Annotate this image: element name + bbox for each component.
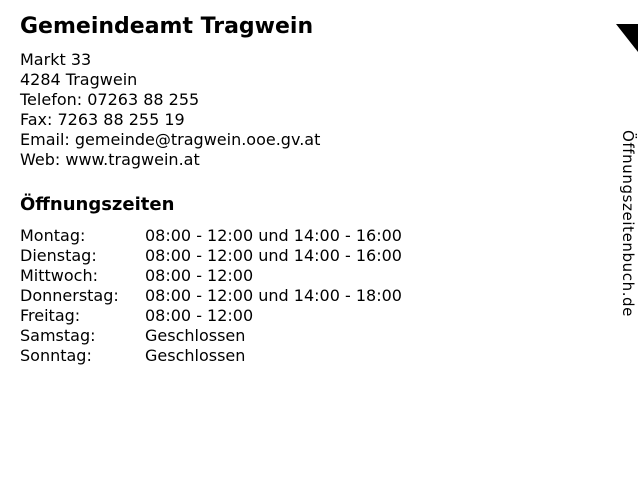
day-label: Samstag: (20, 326, 96, 345)
day-label: Montag: (20, 226, 86, 245)
time-value: 08:00 - 12:00 und 14:00 - 18:00 (145, 286, 402, 305)
email-line: Email: gemeinde@tragwein.ooe.gv.at (20, 130, 321, 149)
page-title: Gemeindeamt Tragwein (20, 14, 314, 39)
day-label: Freitag: (20, 306, 81, 325)
day-label: Donnerstag: (20, 286, 119, 305)
watermark-vertical-text: Öffnungszeitenbuch.de (619, 130, 637, 318)
time-value: 08:00 - 12:00 (145, 266, 254, 285)
time-value: Geschlossen (145, 326, 246, 345)
day-label: Mittwoch: (20, 266, 98, 285)
corner-triangle-icon (616, 24, 638, 52)
address-city: 4284 Tragwein (20, 70, 138, 89)
day-label: Dienstag: (20, 246, 97, 265)
fax-line: Fax: 7263 88 255 19 (20, 110, 185, 129)
web-line: Web: www.tragwein.at (20, 150, 200, 169)
time-value: Geschlossen (145, 346, 246, 365)
time-value: 08:00 - 12:00 und 14:00 - 16:00 (145, 226, 402, 245)
address-street: Markt 33 (20, 50, 92, 69)
time-value: 08:00 - 12:00 (145, 306, 254, 325)
phone-line: Telefon: 07263 88 255 (20, 90, 200, 109)
hours-table (20, 226, 600, 366)
day-label: Sonntag: (20, 346, 92, 365)
hours-heading: Öffnungszeiten (20, 194, 175, 215)
contact-info (20, 50, 600, 170)
time-value: 08:00 - 12:00 und 14:00 - 16:00 (145, 246, 402, 265)
